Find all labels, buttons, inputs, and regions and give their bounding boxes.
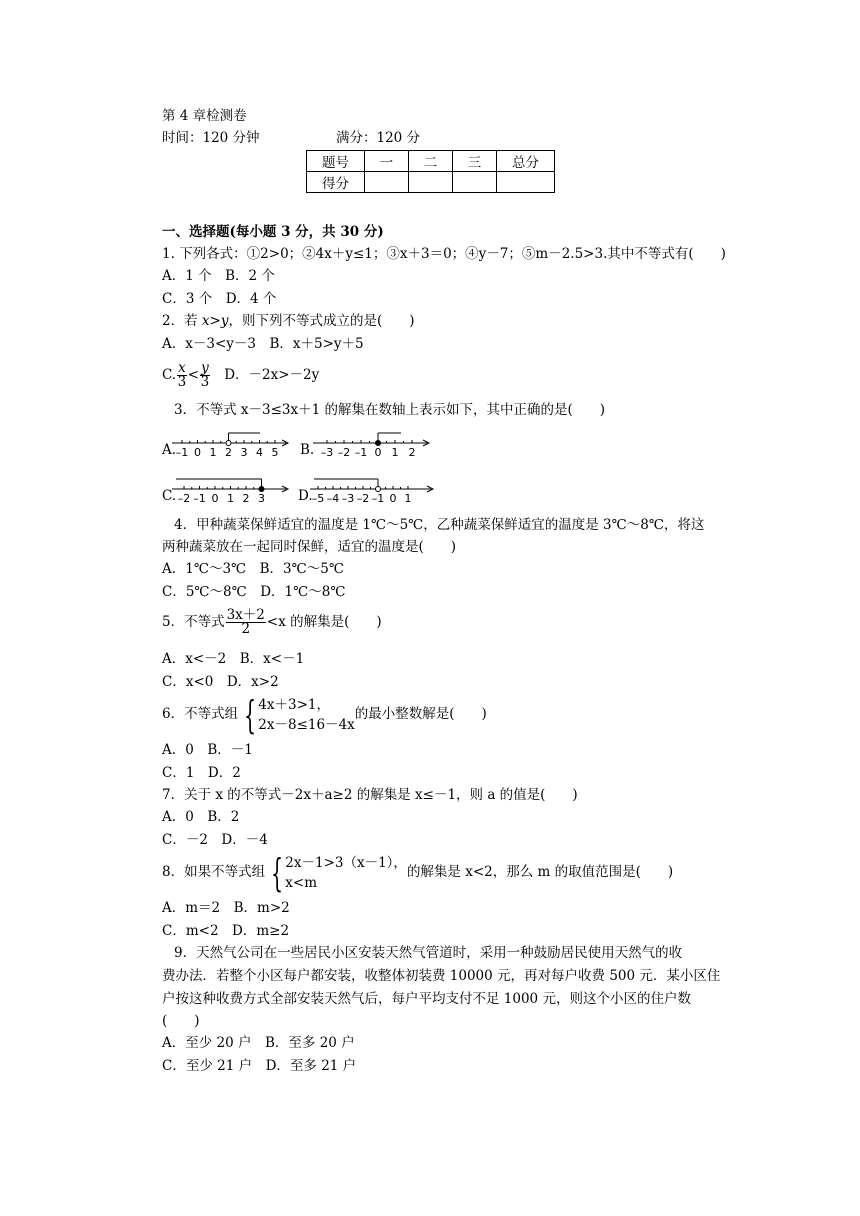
number-line-tick-label: 1 <box>404 492 412 505</box>
q5-options-cd: C．x<0 D．x>2 <box>162 674 279 690</box>
number-line-tick-label: 0 <box>211 492 219 505</box>
fraction-denominator: 3 <box>200 374 210 390</box>
q8-options-ab: A．m＝2 B．m>2 <box>162 900 290 916</box>
q1-stem: 1. 下列各式：①2>0；②4x＋y≤1；③x＋3＝0；④y－7；⑤m－2.5>3.其中不等式有( ) <box>162 246 726 262</box>
number-line-tick-label: –3 <box>320 446 334 459</box>
q3-number-line-d <box>310 470 435 506</box>
fraction-denominator: 2 <box>241 621 251 637</box>
number-line-tick-label: 2 <box>225 446 232 459</box>
open-endpoint <box>376 487 381 492</box>
q6-options-ab: A．0 B．－1 <box>162 742 253 758</box>
q5-stem <box>162 607 382 637</box>
q3-option-d-label: D. <box>298 488 313 504</box>
score-cell <box>497 172 555 193</box>
number-line-tick-label: 0 <box>389 492 397 505</box>
number-line-tick-label: 2 <box>242 492 250 505</box>
closed-endpoint <box>259 487 264 492</box>
number-line-tick-label: –1 <box>371 492 385 505</box>
number-line-tick-label: –4 <box>326 492 340 505</box>
fraction-numerator: 3x＋2 <box>226 607 265 623</box>
score-table-header-row <box>307 151 555 172</box>
q9-options-ab: A．至少 20 户 B．至多 20 户 <box>162 1035 355 1051</box>
q6-stem <box>162 692 487 736</box>
q3-number-line-b <box>313 424 431 460</box>
q9-options-cd: C．至少 21 户 D．至多 21 户 <box>162 1058 357 1074</box>
section-heading: 一、选择题(每小题 3 分，共 30 分) <box>162 224 384 240</box>
score-cell <box>409 172 453 193</box>
q4-options-ab: A．1℃～3℃ B．3℃～5℃ <box>162 561 344 577</box>
q7-stem: 7．关于 x 的不等式－2x＋a≥2 的解集是 x≤－1，则 a 的值是( ) <box>162 787 578 803</box>
q6-stem-post: 的最小整数解是( ) <box>354 706 487 722</box>
score-table-score-row <box>307 172 555 193</box>
brace-symbol: { <box>244 692 257 737</box>
q2-stem-var: x>y <box>201 313 229 329</box>
score-header-cell: 三 <box>453 151 497 172</box>
q7-options-cd: C．－2 D．－4 <box>162 832 268 848</box>
score-header-cell: 二 <box>409 151 453 172</box>
score-header-cell: 总分 <box>497 151 555 172</box>
q2-options-ab: A．x－3<y－3 B．x＋5>y＋5 <box>162 336 364 352</box>
number-line-tick-label: 5 <box>271 446 279 459</box>
number-line-tick-label: –2 <box>337 446 351 459</box>
q2-fraction-left <box>177 362 187 389</box>
q2-operator: < <box>187 367 200 383</box>
q7-options-ab: A．0 B．2 <box>162 809 240 825</box>
q5-options-ab: A．x<－2 B．x<－1 <box>162 651 305 667</box>
q2-fraction-right <box>200 362 210 389</box>
number-line-tick-label: –1 <box>193 492 206 505</box>
q3-number-line-a <box>172 424 290 460</box>
q6-stem-pre: 6．不等式组 <box>162 706 239 722</box>
number-line-tick-label: 4 <box>256 446 263 459</box>
q3-option-c-label: C. <box>162 488 177 504</box>
q1-options-ab: A．1 个 B．2 个 <box>162 268 275 284</box>
q3-stem: 3．不等式 x－3≤3x＋1 的解集在数轴上表示如下，其中正确的是( ) <box>174 402 606 418</box>
system-row: 2x－1>3（x－1）， <box>285 854 407 871</box>
q2-stem-pre: 2．若 <box>162 313 202 329</box>
number-line-tick-label: –5 <box>311 492 325 505</box>
exam-full-score: 满分：120 分 <box>336 130 421 146</box>
number-line-tick-label: –1 <box>175 446 189 459</box>
number-line-tick-label: 1 <box>209 446 217 459</box>
q9-stem-line2: 费办法．若整个小区每户都安装，收整体初装费 10000 元，再对每户收费 500 元．某小区住 <box>162 968 721 984</box>
q2-options-cd <box>162 360 319 390</box>
number-line-tick-label: –3 <box>341 492 355 505</box>
system-row: x<m <box>285 874 318 891</box>
score-header-cell: 一 <box>365 151 409 172</box>
number-line-tick-label: 0 <box>194 446 201 459</box>
number-line-tick-label: 0 <box>374 446 382 459</box>
q8-options-cd: C．m<2 D．m≥2 <box>162 923 290 939</box>
q5-fraction <box>226 609 266 636</box>
fraction-numerator: x <box>178 360 186 376</box>
score-table <box>306 150 555 193</box>
q4-stem-line1: 4．甲种蔬菜保鲜适宜的温度是 1℃～5℃，乙种蔬菜保鲜适宜的温度是 3℃～8℃，将这 <box>174 517 705 533</box>
q2-option-c-label: C. <box>162 367 177 383</box>
number-line-tick-label: 2 <box>408 446 416 459</box>
exam-time: 时间：120 分钟 <box>162 130 260 146</box>
q2-stem <box>162 312 415 330</box>
number-line-tick-label: –1 <box>354 446 368 459</box>
q8-stem <box>162 850 673 894</box>
q5-stem-pre: 5．不等式 <box>162 614 225 630</box>
score-row-label: 得分 <box>307 172 365 193</box>
number-line-tick-label: –2 <box>177 492 191 505</box>
q8-stem-pre: 8．如果不等式组 <box>162 864 266 880</box>
q4-stem-line2: 两种蔬菜放在一起同时保鲜，适宜的温度是( ) <box>162 539 457 555</box>
number-line-tick-label: –2 <box>356 492 370 505</box>
q1-options-cd: C．3 个 D．4 个 <box>162 291 277 307</box>
q9-stem-line1: 9．天然气公司在一些居民小区安装天然气管道时，采用一种鼓励居民使用天然气的收 <box>174 945 683 961</box>
q3-option-b-label: B. <box>300 442 315 458</box>
q9-stem-line4: ( ) <box>162 1013 200 1029</box>
number-line-tick-label: 3 <box>240 446 248 459</box>
q3-option-a-label: A. <box>162 442 177 458</box>
number-line-tick-label: 1 <box>227 492 234 505</box>
q5-stem-post: <x 的解集是( ) <box>266 614 382 630</box>
open-endpoint <box>226 441 231 446</box>
fraction-numerator: y <box>201 360 209 376</box>
closed-endpoint <box>376 441 381 446</box>
q8-stem-post: 的解集是 x<2，那么 m 的取值范围是( ) <box>406 864 674 880</box>
q6-options-cd: C．1 D．2 <box>162 765 241 781</box>
fraction-denominator: 3 <box>177 374 187 390</box>
q2-option-d: D．－2x>－2y <box>210 367 320 383</box>
number-line-tick-label: 3 <box>258 492 265 505</box>
q9-stem-line3: 户按这种收费方式全部安装天然气后，每户平均支付不足 1000 元，则这个小区的住户数 <box>162 991 691 1007</box>
page-title: 第 4 章检测卷 <box>162 108 247 124</box>
number-line-tick-label: 1 <box>391 446 399 459</box>
score-cell <box>365 172 409 193</box>
brace-symbol: { <box>271 850 284 895</box>
score-header-cell: 题号 <box>307 151 365 172</box>
system-row: 4x＋3>1， <box>258 696 330 713</box>
q3-number-line-c <box>172 470 290 506</box>
system-row: 2x－8≤16－4x <box>258 716 355 733</box>
q2-stem-post: ，则下列不等式成立的是( ) <box>228 313 415 329</box>
q8-system <box>285 853 407 893</box>
q6-system <box>258 695 354 735</box>
score-cell <box>453 172 497 193</box>
q4-options-cd: C．5℃～8℃ D．1℃～8℃ <box>162 584 346 600</box>
